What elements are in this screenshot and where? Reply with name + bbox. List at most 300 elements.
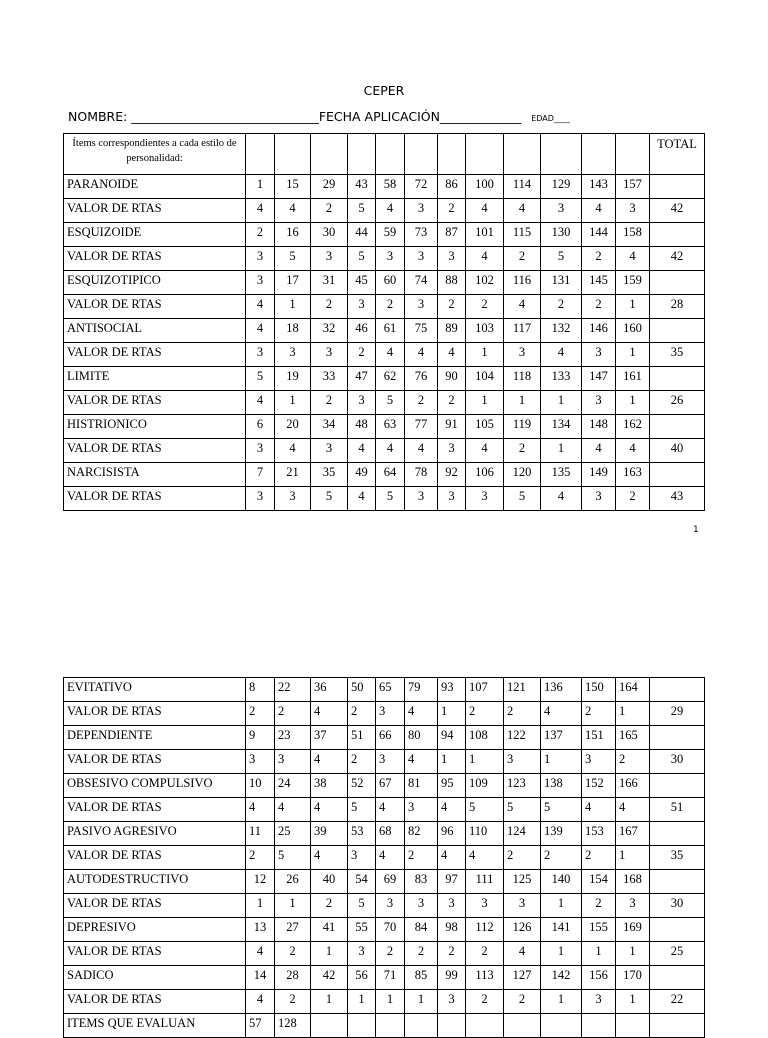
table-cell: 147 <box>582 367 616 391</box>
row-total: 22 <box>650 990 705 1014</box>
table-cell: 33 <box>311 367 348 391</box>
table-cell: 1 <box>376 990 405 1014</box>
table-cell: 117 <box>504 319 541 343</box>
table-cell: 35 <box>311 463 348 487</box>
table-cell: 41 <box>311 918 348 942</box>
row-label: ESQUIZOIDE <box>64 223 246 247</box>
table-row <box>64 487 705 511</box>
table-cell: 4 <box>376 846 405 870</box>
table-cell: 139 <box>541 822 582 846</box>
table-cell <box>311 1014 348 1038</box>
table-row <box>64 798 705 822</box>
table-cell: 44 <box>348 223 376 247</box>
table-cell: 2 <box>466 942 504 966</box>
table-cell: 154 <box>582 870 616 894</box>
table-cell: 1 <box>311 990 348 1014</box>
row-total: 28 <box>650 295 705 319</box>
table-cell: 27 <box>275 918 311 942</box>
table-cell: 1 <box>582 942 616 966</box>
table-cell: 2 <box>504 439 541 463</box>
table-cell: 2 <box>541 295 582 319</box>
table-cell: 4 <box>582 199 616 223</box>
table-cell: 1 <box>616 702 650 726</box>
table-cell: 38 <box>311 774 348 798</box>
table-cell: 112 <box>466 918 504 942</box>
table-cell: 2 <box>438 942 466 966</box>
table-cell: 2 <box>504 846 541 870</box>
table-cell: 70 <box>376 918 405 942</box>
table-cell: 167 <box>616 822 650 846</box>
row-total: 29 <box>650 702 705 726</box>
table-cell: 3 <box>348 942 376 966</box>
table-cell: 2 <box>582 247 616 271</box>
table-cell: 23 <box>275 726 311 750</box>
table-cell: 19 <box>275 367 311 391</box>
table-row <box>64 439 705 463</box>
row-label: VALOR DE RTAS <box>64 439 246 463</box>
table-cell: 2 <box>311 199 348 223</box>
table-cell: 134 <box>541 415 582 439</box>
table-cell: 151 <box>582 726 616 750</box>
table-cell: 96 <box>438 822 466 846</box>
table-cell: 162 <box>616 415 650 439</box>
table-cell: 104 <box>466 367 504 391</box>
table-cell: 71 <box>376 966 405 990</box>
table-cell: 166 <box>616 774 650 798</box>
items-header-label: Ítems correspondientes a cada estilo de personalidad: <box>64 134 246 175</box>
table-cell: 3 <box>348 295 376 319</box>
table-cell <box>616 1014 650 1038</box>
table-cell: 106 <box>466 463 504 487</box>
table-cell: 84 <box>405 918 438 942</box>
table-cell: 4 <box>275 199 311 223</box>
table-cell: 4 <box>376 199 405 223</box>
row-total: 51 <box>650 798 705 822</box>
table-cell: 72 <box>405 175 438 199</box>
table-cell: 1 <box>405 990 438 1014</box>
table-cell: 131 <box>541 271 582 295</box>
table-cell: 4 <box>348 487 376 511</box>
table-cell: 1 <box>616 846 650 870</box>
table-cell: 11 <box>246 822 275 846</box>
table-cell: 56 <box>348 966 376 990</box>
table-cell: 148 <box>582 415 616 439</box>
table-cell: 165 <box>616 726 650 750</box>
scoring-table-1 <box>63 133 705 511</box>
table-cell: 75 <box>405 319 438 343</box>
table-cell: 141 <box>541 918 582 942</box>
table-cell: 2 <box>246 702 275 726</box>
table-cell: 2 <box>376 942 405 966</box>
table-cell: 160 <box>616 319 650 343</box>
page-number: 1 <box>693 525 699 535</box>
table-cell: 59 <box>376 223 405 247</box>
table-cell: 153 <box>582 822 616 846</box>
table-cell: 4 <box>466 247 504 271</box>
table-row <box>64 870 705 894</box>
table-cell: 2 <box>466 990 504 1014</box>
table-cell: 4 <box>438 798 466 822</box>
table-cell: 116 <box>504 271 541 295</box>
table-cell: 2 <box>348 343 376 367</box>
table-cell <box>405 1014 438 1038</box>
row-label: OBSESIVO COMPULSIVO <box>64 774 246 798</box>
table-cell: 4 <box>541 343 582 367</box>
row-label: LIMITE <box>64 367 246 391</box>
table-cell: 2 <box>582 702 616 726</box>
table-cell: 136 <box>541 678 582 702</box>
table-cell: 1 <box>438 702 466 726</box>
table-cell: 3 <box>275 487 311 511</box>
table-row <box>64 894 705 918</box>
table-cell: 164 <box>616 678 650 702</box>
table-cell: 4 <box>311 702 348 726</box>
table-cell: 4 <box>616 247 650 271</box>
table-cell: 2 <box>616 750 650 774</box>
table-cell: 2 <box>275 942 311 966</box>
row-label: VALOR DE RTAS <box>64 798 246 822</box>
table-cell: 87 <box>438 223 466 247</box>
table-cell: 4 <box>582 798 616 822</box>
table-cell: 1 <box>616 990 650 1014</box>
table-cell: 113 <box>466 966 504 990</box>
table-row <box>64 295 705 319</box>
row-label: VALOR DE RTAS <box>64 894 246 918</box>
table-cell: 86 <box>438 175 466 199</box>
table-cell: 2 <box>616 487 650 511</box>
table-row <box>64 415 705 439</box>
table-cell: 3 <box>541 199 582 223</box>
table-cell: 79 <box>405 678 438 702</box>
table-cell: 89 <box>438 319 466 343</box>
table-cell: 2 <box>311 295 348 319</box>
table-cell: 157 <box>616 175 650 199</box>
table-cell: 4 <box>246 295 275 319</box>
row-total: 26 <box>650 391 705 415</box>
row-total <box>650 223 705 247</box>
table-cell: 62 <box>376 367 405 391</box>
table-cell <box>348 1014 376 1038</box>
table-cell: 5 <box>376 391 405 415</box>
table-row <box>64 942 705 966</box>
table-cell: 126 <box>504 918 541 942</box>
table-row <box>64 966 705 990</box>
table-row <box>64 247 705 271</box>
row-total <box>650 918 705 942</box>
table-cell: 98 <box>438 918 466 942</box>
table-cell <box>376 1014 405 1038</box>
table-cell: 3 <box>246 343 275 367</box>
table-row <box>64 1014 705 1038</box>
table-cell: 4 <box>246 990 275 1014</box>
table-cell: 145 <box>582 271 616 295</box>
table-cell: 101 <box>466 223 504 247</box>
row-total <box>650 367 705 391</box>
table-cell: 68 <box>376 822 405 846</box>
table-cell: 3 <box>246 271 275 295</box>
table-cell: 3 <box>582 990 616 1014</box>
table-row <box>64 990 705 1014</box>
table-cell: 4 <box>246 942 275 966</box>
table-cell: 1 <box>616 295 650 319</box>
table-cell: 95 <box>438 774 466 798</box>
table-row <box>64 918 705 942</box>
table-cell: 64 <box>376 463 405 487</box>
table-cell: 13 <box>246 918 275 942</box>
table-cell: 1 <box>275 295 311 319</box>
table-cell: 4 <box>311 846 348 870</box>
table-cell: 18 <box>275 319 311 343</box>
table-cell: 6 <box>246 415 275 439</box>
row-label: EVITATIVO <box>64 678 246 702</box>
table-header-row <box>64 134 705 175</box>
table-cell: 52 <box>348 774 376 798</box>
table-cell: 3 <box>311 439 348 463</box>
table-cell: 47 <box>348 367 376 391</box>
row-total <box>650 1014 705 1038</box>
table-cell: 5 <box>541 247 582 271</box>
table-cell: 4 <box>246 391 275 415</box>
table-cell: 4 <box>376 439 405 463</box>
table-cell: 45 <box>348 271 376 295</box>
total-header: TOTAL <box>650 134 705 175</box>
table-cell: 3 <box>246 439 275 463</box>
table-row <box>64 343 705 367</box>
table-cell: 3 <box>438 247 466 271</box>
table-cell: 17 <box>275 271 311 295</box>
row-total: 43 <box>650 487 705 511</box>
table-cell: 1 <box>541 942 582 966</box>
table-cell: 5 <box>348 894 376 918</box>
table-cell: 1 <box>466 750 504 774</box>
table-cell: 55 <box>348 918 376 942</box>
row-total <box>650 822 705 846</box>
table-cell: 132 <box>541 319 582 343</box>
table-cell: 1 <box>466 391 504 415</box>
table-cell: 2 <box>275 990 311 1014</box>
table-cell: 50 <box>348 678 376 702</box>
table-cell: 3 <box>405 798 438 822</box>
table-cell: 1 <box>438 750 466 774</box>
table-cell: 2 <box>311 391 348 415</box>
row-total <box>650 415 705 439</box>
table-cell: 4 <box>311 750 348 774</box>
table-cell: 5 <box>275 846 311 870</box>
table-cell: 67 <box>376 774 405 798</box>
table-cell: 122 <box>504 726 541 750</box>
table-cell: 3 <box>438 894 466 918</box>
table-cell: 4 <box>405 702 438 726</box>
table-cell: 2 <box>541 846 582 870</box>
table-cell: 1 <box>275 391 311 415</box>
table-cell: 3 <box>405 487 438 511</box>
table-cell: 2 <box>376 295 405 319</box>
table-cell: 3 <box>582 487 616 511</box>
table-cell: 3 <box>616 894 650 918</box>
table-cell: 5 <box>504 798 541 822</box>
table-row <box>64 319 705 343</box>
table-cell: 97 <box>438 870 466 894</box>
table-cell: 2 <box>348 702 376 726</box>
table-cell: 10 <box>246 774 275 798</box>
table-cell: 4 <box>541 487 582 511</box>
table-cell: 170 <box>616 966 650 990</box>
table-cell: 4 <box>616 798 650 822</box>
table-cell: 2 <box>246 223 275 247</box>
table-cell: 46 <box>348 319 376 343</box>
table-cell: 4 <box>376 343 405 367</box>
table-cell: 150 <box>582 678 616 702</box>
table-cell: 5 <box>504 487 541 511</box>
table-cell <box>466 1014 504 1038</box>
table-cell: 91 <box>438 415 466 439</box>
row-total: 42 <box>650 199 705 223</box>
table-row <box>64 223 705 247</box>
table-cell: 48 <box>348 415 376 439</box>
table-cell: 2 <box>438 199 466 223</box>
table-row <box>64 726 705 750</box>
table-row <box>64 391 705 415</box>
row-total <box>650 726 705 750</box>
table-cell: 1 <box>246 894 275 918</box>
table-cell: 5 <box>348 798 376 822</box>
row-total <box>650 678 705 702</box>
table-cell: 1 <box>616 343 650 367</box>
table-cell <box>438 1014 466 1038</box>
table-cell: 124 <box>504 822 541 846</box>
table-cell: 3 <box>466 894 504 918</box>
table-cell: 2 <box>405 942 438 966</box>
table-cell: 5 <box>348 247 376 271</box>
table-cell: 53 <box>348 822 376 846</box>
table-cell: 1 <box>311 942 348 966</box>
table-cell: 3 <box>311 343 348 367</box>
table-cell: 2 <box>438 391 466 415</box>
table-cell: 4 <box>504 295 541 319</box>
row-total: 35 <box>650 343 705 367</box>
edad-field: EDAD____ <box>531 114 570 123</box>
table-cell: 3 <box>504 343 541 367</box>
row-label: NARCISISTA <box>64 463 246 487</box>
table-cell: 3 <box>376 247 405 271</box>
table-cell: 32 <box>311 319 348 343</box>
page-title: CEPER <box>363 83 405 98</box>
table-cell: 3 <box>405 199 438 223</box>
table-row <box>64 175 705 199</box>
table-cell: 83 <box>405 870 438 894</box>
row-total <box>650 774 705 798</box>
table-cell: 2 <box>311 894 348 918</box>
table-cell: 4 <box>246 199 275 223</box>
table-row <box>64 271 705 295</box>
table-cell: 111 <box>466 870 504 894</box>
table-cell: 102 <box>466 271 504 295</box>
row-label: VALOR DE RTAS <box>64 391 246 415</box>
table-cell: 159 <box>616 271 650 295</box>
table-cell: 3 <box>438 439 466 463</box>
row-label: VALOR DE RTAS <box>64 750 246 774</box>
table-cell: 88 <box>438 271 466 295</box>
table-row <box>64 822 705 846</box>
table-cell: 78 <box>405 463 438 487</box>
scoring-table-2 <box>63 677 705 1038</box>
table-cell: 3 <box>405 247 438 271</box>
table-cell: 20 <box>275 415 311 439</box>
table-row <box>64 367 705 391</box>
table-cell: 114 <box>504 175 541 199</box>
table-cell: 5 <box>311 487 348 511</box>
table-cell: 3 <box>405 894 438 918</box>
table-cell: 16 <box>275 223 311 247</box>
table-cell: 43 <box>348 175 376 199</box>
table-cell: 3 <box>438 990 466 1014</box>
table-cell: 80 <box>405 726 438 750</box>
table-cell: 85 <box>405 966 438 990</box>
table-cell: 143 <box>582 175 616 199</box>
table-cell: 36 <box>311 678 348 702</box>
table-cell: 1 <box>616 942 650 966</box>
table-cell: 1 <box>541 391 582 415</box>
row-total: 40 <box>650 439 705 463</box>
table-cell <box>504 1014 541 1038</box>
table-cell: 4 <box>275 798 311 822</box>
row-total: 42 <box>650 247 705 271</box>
table-cell: 1 <box>616 391 650 415</box>
table-cell: 103 <box>466 319 504 343</box>
table-cell: 2 <box>582 846 616 870</box>
table-cell: 4 <box>466 846 504 870</box>
table-cell: 169 <box>616 918 650 942</box>
table-cell: 4 <box>582 439 616 463</box>
table-cell: 49 <box>348 463 376 487</box>
row-total <box>650 870 705 894</box>
table-cell: 4 <box>405 439 438 463</box>
table-cell: 77 <box>405 415 438 439</box>
table-cell: 133 <box>541 367 582 391</box>
table-cell: 2 <box>504 990 541 1014</box>
table-cell: 125 <box>504 870 541 894</box>
table-cell: 4 <box>466 199 504 223</box>
row-total <box>650 966 705 990</box>
table-cell: 2 <box>504 247 541 271</box>
table-cell: 2 <box>405 391 438 415</box>
table-cell: 5 <box>275 247 311 271</box>
header-fields <box>68 109 570 124</box>
table-row <box>64 750 705 774</box>
table-cell: 156 <box>582 966 616 990</box>
table-cell: 161 <box>616 367 650 391</box>
table-cell: 108 <box>466 726 504 750</box>
table-cell: 4 <box>504 942 541 966</box>
table-cell: 123 <box>504 774 541 798</box>
table-cell: 2 <box>438 295 466 319</box>
table-cell: 2 <box>348 750 376 774</box>
row-label: VALOR DE RTAS <box>64 846 246 870</box>
table-cell: 3 <box>582 750 616 774</box>
table-cell: 3 <box>311 247 348 271</box>
table-row <box>64 463 705 487</box>
table-cell: 142 <box>541 966 582 990</box>
table-cell: 2 <box>246 846 275 870</box>
table-cell: 29 <box>311 175 348 199</box>
table-cell: 63 <box>376 415 405 439</box>
table-cell: 3 <box>275 343 311 367</box>
table-cell: 7 <box>246 463 275 487</box>
table-cell: 57 <box>246 1014 275 1038</box>
row-label: VALOR DE RTAS <box>64 295 246 319</box>
table-cell: 5 <box>541 798 582 822</box>
table-cell: 2 <box>504 702 541 726</box>
